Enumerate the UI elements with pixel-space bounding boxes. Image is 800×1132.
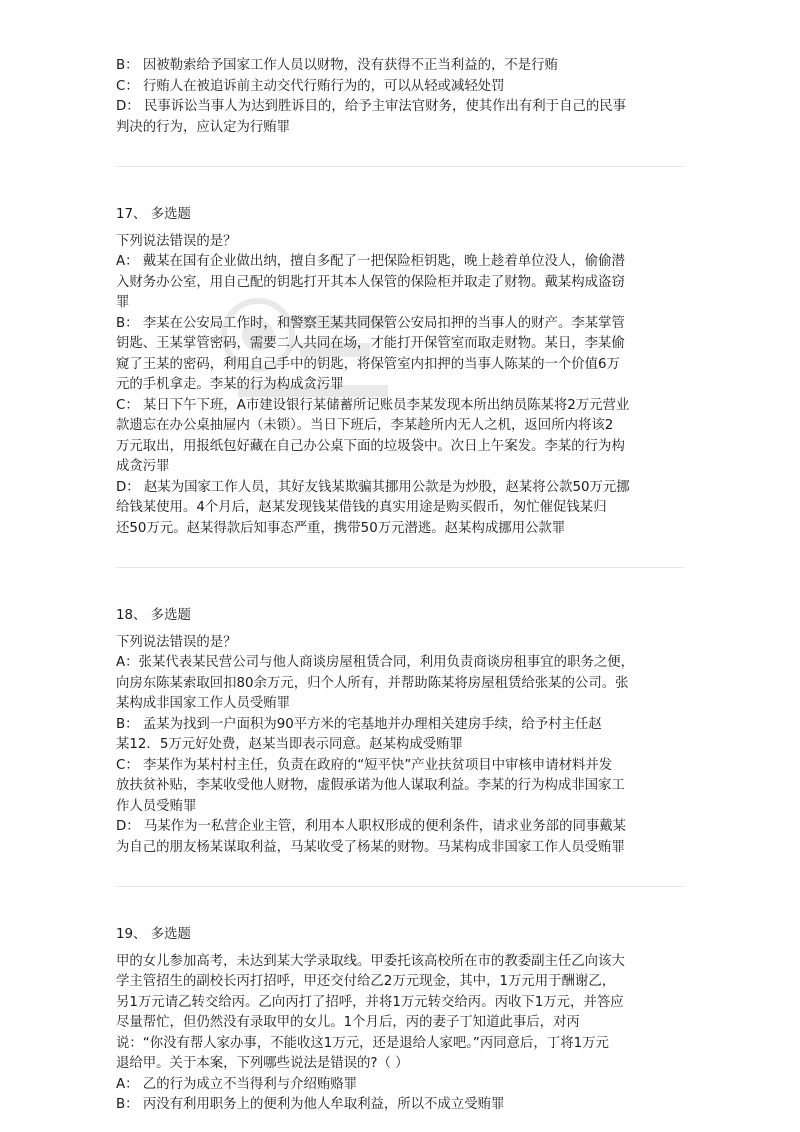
question-stem: 甲的女儿参加高考，未达到某大学录取线。甲委托该高校所在市的教委副主任乙向该大 xyxy=(116,953,625,969)
option-a: A：张某代表某民营公司与他人商谈房屋租赁合同，利用负责商谈房租事宜的职务之便， xyxy=(116,655,635,670)
option-a-cont: 某构成非国家工作人员受贿罪 xyxy=(116,696,291,711)
option-d: D： 马某作为一私营企业主管，利用本人职权形成的便利条件，请求业务部的同事戴某 xyxy=(116,819,627,834)
option-b-cont: 元的手机拿走。李某的行为构成贪污罪 xyxy=(116,377,344,392)
question-header: 18、 多选题 xyxy=(116,608,191,623)
option-d: D： 赵某为国家工作人员，其好友钱某欺骗其挪用公款是为炒股，赵某将公款50万元挪 xyxy=(116,479,630,495)
option-a-cont: 罪 xyxy=(116,295,130,310)
option-d-cont: 为自己的朋友杨某谋取利益，马某收受了杨某的财物。马某构成非国家工作人员受贿罪 xyxy=(116,839,625,855)
option-c-cont: 万元取出，用报纸包好藏在自己办公桌下面的垃圾袋中。次日上午案发。李某的行为构 xyxy=(116,438,625,454)
option-c: C： 行贿人在被追诉前主动交代行贿行为的，可以从轻或减轻处罚 xyxy=(116,78,505,94)
question-19 xyxy=(116,925,684,1116)
option-b: B： 李某在公安局工作时，和警察王某共同保管公安局扣押的当事人的财产。李某掌管 xyxy=(116,315,625,331)
option-d: D： 民事诉讼当事人为达到胜诉目的，给予主审法官财务，使其作出有利于自己的民事 xyxy=(116,99,627,114)
question-stem-cont: 说：“你没有帮人家办事，不能收这1万元，还是退给人家吧。”丙同意后，丁将1万元 xyxy=(116,1035,609,1051)
option-c-cont: 款遗忘在办公桌抽屉内（未锁）。当日下班后，李某趁所内无人之机，返回所内将该2 xyxy=(116,418,614,433)
question-18 xyxy=(116,606,684,858)
option-c-cont: 放扶贫补贴，李某收受他人财物，虚假承诺为他人谋取利益。李某的行为构成非国家工 xyxy=(116,778,625,793)
option-b: B： 丙没有利用职务上的便利为他人牟取利益，所以不成立受贿罪 xyxy=(116,1097,505,1112)
option-d-cont: 给钱某使用。4个月后，赵某发现钱某借钱的真实用途是购买假币，匆忙催促钱某归 xyxy=(116,500,607,515)
question-stem-cont: 学主管招生的副校长丙打招呼，甲还交付给乙2万元现金，其中，1万元用于酬谢乙， xyxy=(116,974,616,989)
question-16-options xyxy=(116,56,684,138)
option-a: A： 戴某在国有企业做出纳，擅自多配了一把保险柜钥匙，晚上趁着单位没人，偷偷潜 xyxy=(116,254,625,269)
question-17 xyxy=(116,205,684,539)
option-c-cont: 作人员受贿罪 xyxy=(116,798,197,814)
question-stem-cont: 尽量帮忙，但仍然没有录取甲的女儿。1个月后，丙的妻子丁知道此事后，对丙 xyxy=(116,1015,580,1030)
question-stem: 下列说法错误的是？ xyxy=(116,233,237,249)
option-d-cont: 还50万元。赵某得款后知事态严重，携带50万元潜逃。赵某构成挪用公款罪 xyxy=(116,520,566,536)
option-a-cont: 向房东陈某索取回扣80余万元，归个人所有，并帮助陈某将房屋租赁给张某的公司。张 xyxy=(116,675,629,691)
option-c: C： 李某作为某村村主任，负责在政府的“短平快”产业扶贫项目中审核申请材料并发 xyxy=(116,757,613,773)
option-b: B： 因被勒索给予国家工作人员以财物，没有获得不正当利益的，不是行贿 xyxy=(116,58,558,73)
option-b-cont: 钥匙、王某掌管密码，需要二人共同在场，才能打开保管室而取走财物。某日，李某偷 xyxy=(116,336,625,351)
question-stem-cont: 退给甲。关于本案，下列哪些说法是错误的?（ ） xyxy=(116,1056,409,1071)
option-b: B： 孟某为找到一户面积为90平方米的宅基地并办理相关建房手续，给予村主任赵 xyxy=(116,716,602,732)
option-b-cont: 某12．5万元好处费，赵某当即表示同意。赵某构成受贿罪 xyxy=(116,737,463,752)
option-b-cont: 窥了王某的密码，利用自己手中的钥匙，将保管室内扣押的当事人陈某的一个价值6万 xyxy=(116,356,620,372)
question-stem-cont: 另1万元请乙转交给丙。乙向丙打了招呼，并将1万元转交给丙。丙收下1万元，并答应 xyxy=(116,994,624,1010)
option-a-cont: 入财务办公室，用自己配的钥匙打开其本人保管的保险柜并取走了财物。戴某构成盗窃 xyxy=(116,274,625,290)
question-header: 19、 多选题 xyxy=(116,927,191,942)
option-d-cont: 判决的行为，应认定为行贿罪 xyxy=(116,119,291,135)
option-c: C： 某日下午下班，A市建设银行某储蓄所记账员李某发现本所出纳员陈某将2万元营业 xyxy=(116,397,630,413)
question-stem: 下列说法错误的是？ xyxy=(116,634,237,650)
option-c-cont: 成贪污罪 xyxy=(116,459,170,474)
question-header: 17、 多选题 xyxy=(116,207,191,222)
document-page xyxy=(116,56,684,1116)
option-a: A： 乙的行为成立不当得利与介绍贿赂罪 xyxy=(116,1076,358,1092)
